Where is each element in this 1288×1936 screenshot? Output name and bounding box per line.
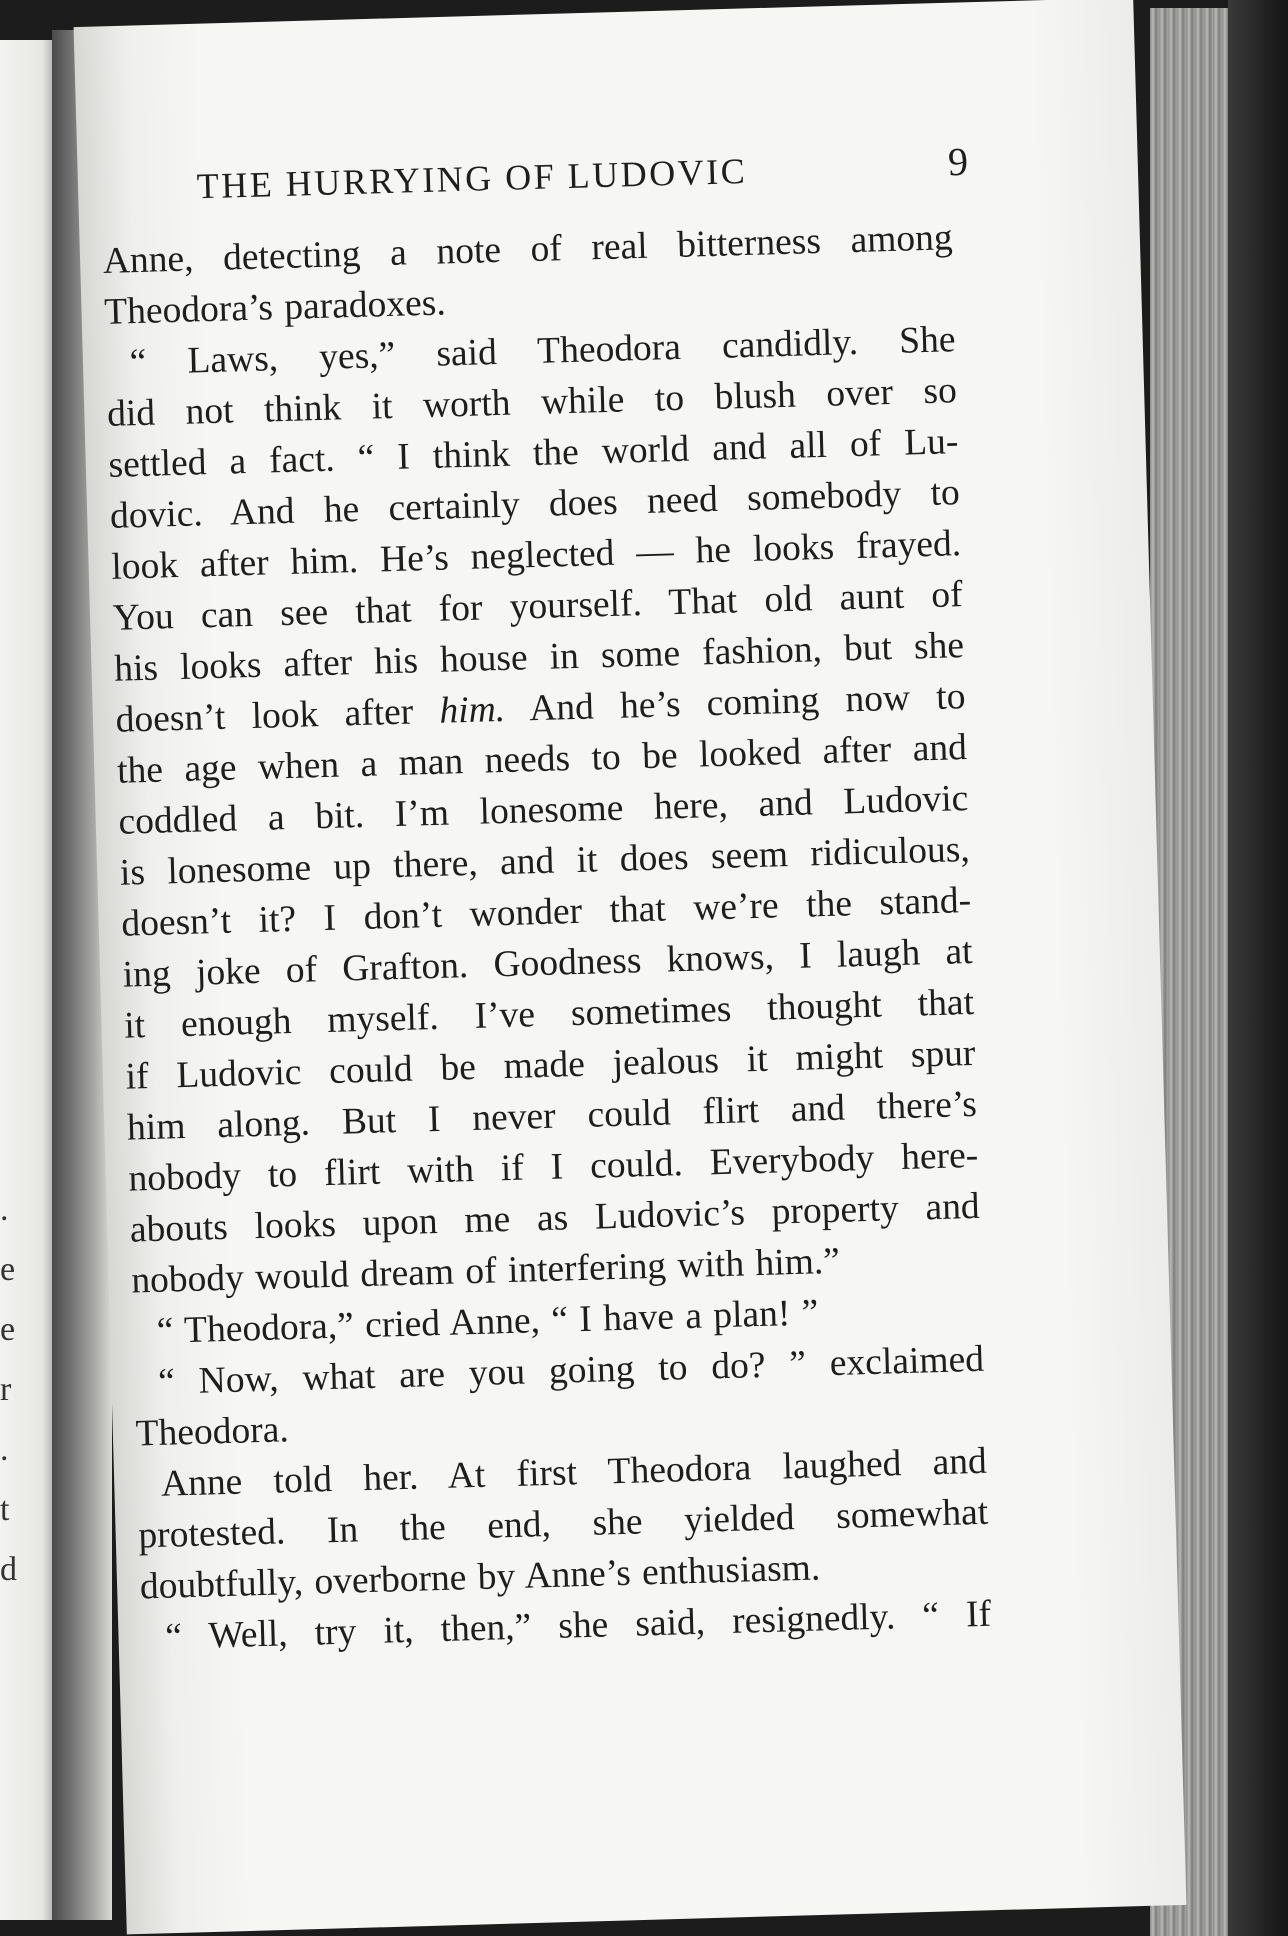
left-page-fragment: e: [0, 1311, 16, 1348]
left-page-fragment: t: [0, 1491, 10, 1528]
left-page-fragment: e: [0, 1251, 16, 1288]
text-line-content: him along. But I never could flirt and there’s: [126, 1083, 978, 1149]
text-line-content: Anne told her. At first Theodora laughed and: [160, 1440, 988, 1505]
book-cover-edge: [1228, 0, 1288, 1936]
text-line-content: his looks after his house in some fashion, but she: [113, 625, 965, 690]
text-line-content: dovic. And he certainly does need somebody to: [109, 472, 961, 537]
text-line-content: “ Now, what are you going to do? ” exclaimed: [157, 1338, 985, 1403]
text-line-content: “ Laws, yes,” said Theodora candidly. She: [129, 319, 956, 384]
text-line-content: is lonesome up there, and it does seem ridiculous,: [119, 828, 971, 894]
text-line-content: You can see that for yourself. That old aunt of: [112, 574, 964, 639]
text-line-content: Anne, detecting a note of real bitterness among: [102, 217, 954, 282]
page-number: 9: [947, 138, 972, 185]
left-page-fragment: r: [0, 1371, 12, 1408]
text-line-content: “ Theodora,” cried Anne, “ I have a plan! ”: [156, 1292, 819, 1352]
text-line-content: abouts looks upon me as Ludovic’s property and: [129, 1185, 981, 1251]
running-title: THE HURRYING OF LUDOVIC: [196, 150, 748, 207]
text-line-content: settled a fact. “ I think the world and all of Lu-: [108, 421, 959, 486]
italic-word: him.: [438, 688, 506, 732]
text-line-content: doesn’t look after: [115, 691, 414, 741]
text-line-content: coddled a bit. I’m lonesome here, and Ludovic: [117, 778, 969, 843]
left-adjacent-page: [0, 40, 60, 1920]
text-line-content: the age when a man needs to be looked after and: [116, 727, 968, 792]
text-line-content: look after him. He’s neglected — he looks frayed.: [110, 523, 962, 588]
text-line-content: nobody to flirt with if I could. Everybody here-: [127, 1134, 979, 1200]
text-line-content: doubtfully, overborne by Anne’s enthusiasm.: [139, 1547, 821, 1608]
text-line-content: nobody would dream of interfering with him.”: [130, 1240, 841, 1302]
text-line-content: did not think it worth while to blush over so: [106, 370, 958, 435]
left-page-fragment: d: [0, 1551, 17, 1588]
text-line-content: “ Well, try it, then,” she said, resignedly. “ If: [164, 1593, 992, 1658]
text-line-content: protested. In the end, she yielded somewhat: [137, 1491, 989, 1557]
text-line-content: if Ludovic could be made jealous it might spur: [125, 1032, 976, 1098]
body-text: [102, 212, 992, 1663]
left-page-fragments: [0, 1180, 20, 1600]
text-line-continuation: And he’s coming now to: [504, 676, 966, 730]
text-line-content: Theodora.: [135, 1409, 290, 1455]
text-line-content: Theodora’s paradoxes.: [103, 282, 447, 333]
left-page-fragment: .: [0, 1191, 9, 1228]
text-line-content: doesn’t it? I don’t wonder that we’re the stand-: [120, 879, 972, 945]
text-line-content: it enough myself. I’ve sometimes thought that: [123, 981, 975, 1047]
page-text-block: [100, 134, 992, 1663]
text-line-content: ing joke of Grafton. Goodness knows, I laugh at: [122, 930, 974, 996]
left-page-fragment: .: [0, 1431, 9, 1468]
